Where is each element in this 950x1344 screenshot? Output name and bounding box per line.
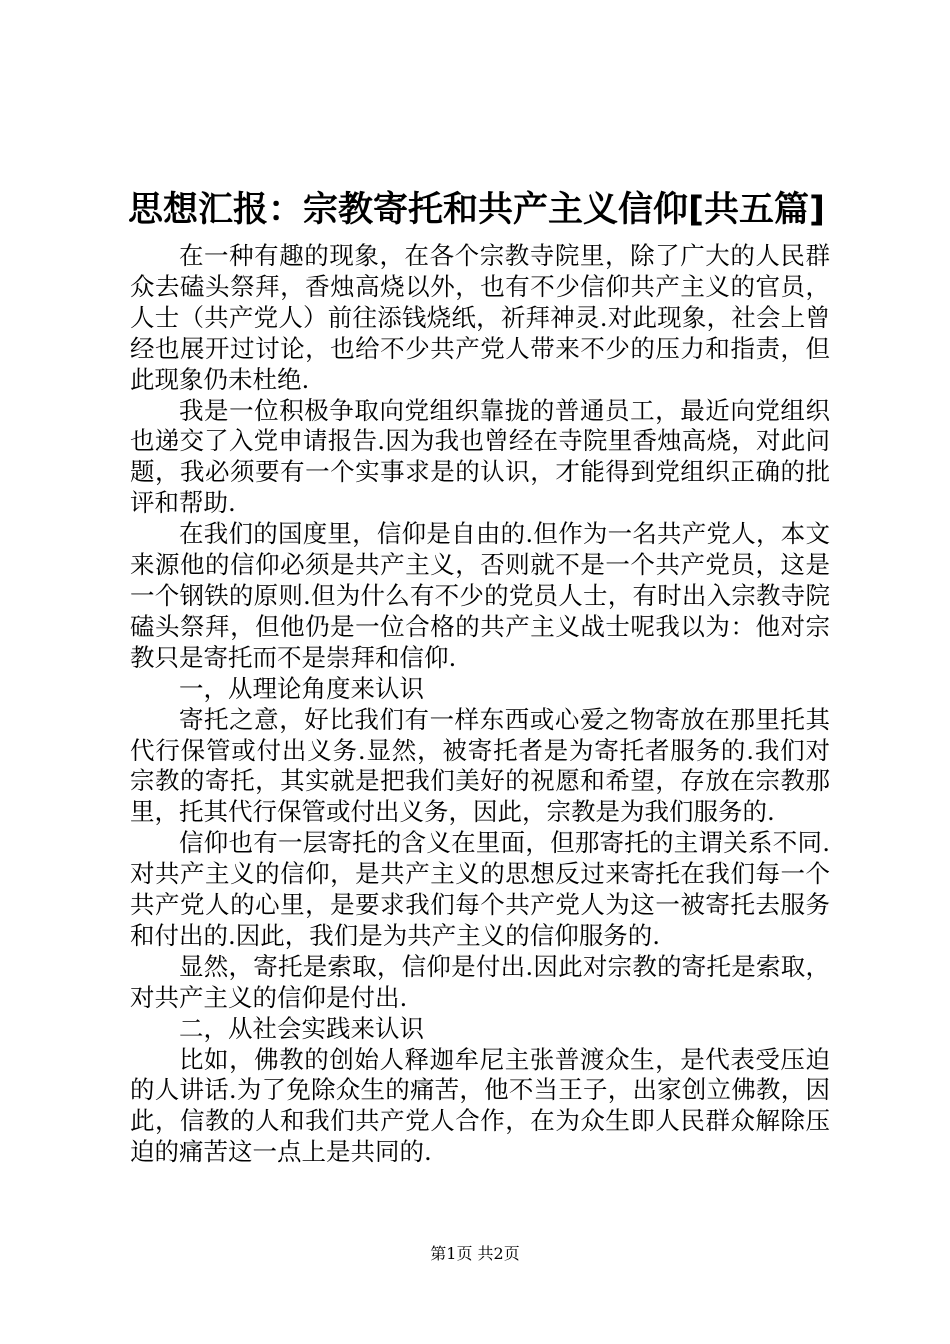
document-title: 思想汇报：宗教寄托和共产主义信仰[共五篇]	[128, 190, 825, 230]
document-body	[130, 241, 830, 1168]
paragraph: 在我们的国度里，信仰是自由的.但作为一名共产党人，本文来源他的信仰必须是共产主义，否则就不是一个共产党员，这是一个钢铁的原则.但为什么有不少的党员人士，有时出入宗教寺院磕头祭拜，但他仍是一位合格的共产主义战士呢我以为：他对宗教只是寄托而不是崇拜和信仰.	[130, 519, 830, 672]
paragraph: 比如，佛教的创始人释迦牟尼主张普渡众生，是代表受压迫的人讲话.为了免除众生的痛苦，他不当王子，出家创立佛教，因此，信教的人和我们共产党人合作，在为众生即人民群众解除压迫的痛苦这一点上是共同的.	[130, 1044, 830, 1167]
page-number-footer: 第1页 共2页	[430, 1244, 520, 1263]
paragraph: 信仰也有一层寄托的含义在里面，但那寄托的主谓关系不同.对共产主义的信仰，是共产主义的思想反过来寄托在我们每一个共产党人的心里，是要求我们每个共产党人为这一被寄托去服务和付出的.因此，我们是为共产主义的信仰服务的.	[130, 828, 830, 950]
paragraph: 在一种有趣的现象，在各个宗教寺院里，除了广大的人民群众去磕头祭拜，香烛高烧以外，也有不少信仰共产主义的官员，人士（共产党人）前往添钱烧纸，祈拜神灵.对此现象，社会上曾经也展开过讨论，也给不少共产党人带来不少的压力和指责，但此现象仍未杜绝.	[130, 241, 830, 394]
paragraph: 寄托之意，好比我们有一样东西或心爱之物寄放在那里托其代行保管或付出义务.显然，被寄托者是为寄托者服务的.我们对宗教的寄托，其实就是把我们美好的祝愿和希望，存放在宗教那里，托其代行保管或付出义务，因此，宗教是为我们服务的.	[130, 704, 830, 827]
section-heading: 一，从理论角度来认识	[179, 673, 424, 703]
section-heading: 二，从社会实践来认识	[179, 1013, 424, 1043]
paragraph: 我是一位积极争取向党组织靠拢的普通员工，最近向党组织也递交了入党申请报告.因为我也曾经在寺院里香烛高烧，对此问题，我必须要有一个实事求是的认识，才能得到党组织正确的批评和帮助.	[130, 395, 830, 518]
paragraph: 显然，寄托是索取，信仰是付出.因此对宗教的寄托是索取，对共产主义的信仰是付出.	[130, 951, 830, 1012]
